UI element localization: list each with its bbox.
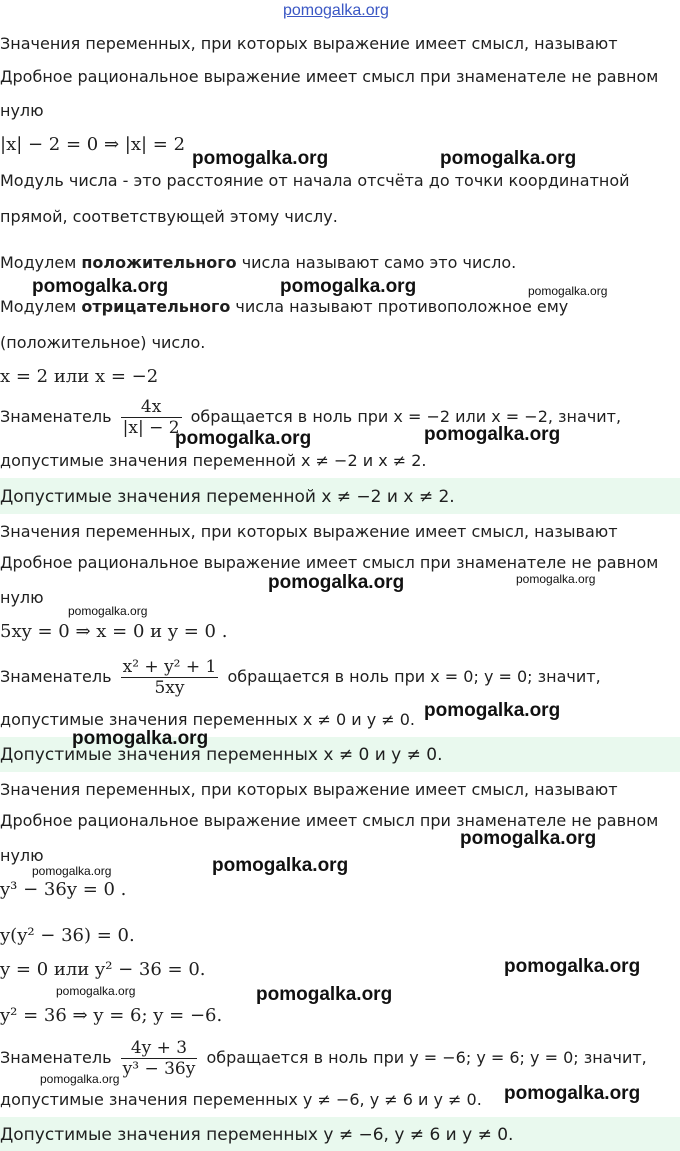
text-line: прямой, соответствующей этому числу. bbox=[0, 207, 338, 226]
text-segment: Модулем bbox=[0, 297, 82, 316]
answer-line: Допустимые значения переменных x ≠ 0 и y ≠ 0. bbox=[0, 745, 443, 765]
fraction-numerator: 4x bbox=[121, 397, 182, 418]
text-line: Значения переменных, при которых выражение имеет смысл, называют bbox=[0, 522, 618, 541]
watermark: pomogalka.org bbox=[256, 984, 393, 1005]
watermark: pomogalka.org bbox=[460, 828, 597, 849]
fraction-denominator: 5xy bbox=[154, 678, 185, 698]
watermark: pomogalka.org bbox=[72, 728, 209, 749]
text-line: Модуль числа - это расстояние от начала отсчёта до точки координатной bbox=[0, 171, 630, 190]
watermark-top-link[interactable]: pomogalka.org bbox=[283, 2, 389, 19]
text-line: Значения переменных, при которых выражение имеет смысл, называют bbox=[0, 780, 618, 799]
text-line-positive-modulus bbox=[0, 253, 516, 273]
watermark: pomogalka.org bbox=[32, 864, 112, 878]
text-line: допустимые значения переменных y ≠ −6, y ≠ 6 и y ≠ 0. bbox=[0, 1090, 482, 1109]
fraction-denominator: |x| − 2 bbox=[122, 418, 180, 438]
math-line: y(y² − 36) = 0. bbox=[0, 925, 135, 946]
text-line: Дробное рациональное выражение имеет смысл при знаменателе не равном bbox=[0, 811, 659, 830]
text-line: нулю bbox=[0, 588, 44, 607]
watermark: pomogalka.org bbox=[504, 956, 641, 977]
text-line: Дробное рациональное выражение имеет смысл при знаменателе не равном bbox=[0, 553, 659, 572]
fraction-numerator: x² + y² + 1 bbox=[122, 657, 217, 677]
text-segment: обращается в ноль при x = −2 или x = −2, значит, bbox=[190, 407, 622, 426]
watermark: pomogalka.org bbox=[424, 700, 561, 721]
watermark: pomogalka.org bbox=[440, 148, 577, 169]
watermark: pomogalka.org bbox=[32, 276, 169, 297]
math-line: y² = 36 ⇒ y = 6; y = −6. bbox=[0, 1005, 223, 1026]
fraction-line bbox=[0, 649, 601, 705]
math-line: |x| − 2 = 0 ⇒ |x| = 2 bbox=[0, 134, 186, 155]
watermark: pomogalka.org bbox=[175, 428, 312, 449]
math-line: y³ − 36y = 0 . bbox=[0, 879, 127, 900]
fraction bbox=[121, 397, 182, 438]
text-line: (положительное) число. bbox=[0, 333, 206, 352]
text-line: допустимые значения переменных x ≠ 0 и y ≠ 0. bbox=[0, 710, 416, 729]
watermark: pomogalka.org bbox=[268, 572, 405, 593]
fraction-numerator: 4y + 3 bbox=[121, 1038, 198, 1059]
watermark: pomogalka.org bbox=[504, 1083, 641, 1104]
text-segment: числа называют само это число. bbox=[236, 253, 517, 272]
answer-line: Допустимые значения переменных y ≠ −6, y ≠ 6 и y ≠ 0. bbox=[0, 1125, 514, 1145]
watermark: pomogalka.org bbox=[212, 855, 349, 876]
text-segment: обращается в ноль при x = 0; y = 0; значит, bbox=[227, 667, 601, 686]
fraction bbox=[121, 1038, 198, 1079]
fraction-denominator: y³ − 36y bbox=[122, 1059, 196, 1079]
text-segment: Знаменатель bbox=[0, 667, 112, 686]
math-line: y = 0 или y² − 36 = 0. bbox=[0, 959, 206, 980]
math-line: 5xy = 0 ⇒ x = 0 и y = 0 . bbox=[0, 621, 228, 642]
math-line: x = 2 или x = −2 bbox=[0, 366, 159, 387]
text-line: нулю bbox=[0, 846, 44, 865]
watermark: pomogalka.org bbox=[280, 276, 417, 297]
text-line: Дробное рациональное выражение имеет смысл при знаменателе не равном bbox=[0, 67, 659, 86]
text-line: допустимые значения переменной x ≠ −2 и x ≠ 2. bbox=[0, 451, 427, 470]
watermark: pomogalka.org bbox=[40, 1072, 120, 1086]
text-segment: числа называют противоположное ему bbox=[230, 297, 569, 316]
text-line-negative-modulus bbox=[0, 297, 568, 317]
bold-term: положительного bbox=[81, 253, 237, 272]
text-line: нулю bbox=[0, 101, 44, 120]
watermark: pomogalka.org bbox=[56, 984, 136, 998]
watermark: pomogalka.org bbox=[424, 424, 561, 445]
watermark: pomogalka.org bbox=[528, 284, 608, 298]
answer-line: Допустимые значения переменной x ≠ −2 и x ≠ 2. bbox=[0, 487, 455, 507]
text-segment: Модулем bbox=[0, 253, 82, 272]
text-line: Значения переменных, при которых выражение имеет смысл, называют bbox=[0, 34, 618, 53]
text-segment: обращается в ноль при y = −6; y = 6; y = 0; значит, bbox=[206, 1048, 647, 1067]
fraction bbox=[121, 657, 219, 698]
text-segment: Знаменатель bbox=[0, 1048, 112, 1067]
text-segment: Знаменатель bbox=[0, 407, 112, 426]
watermark: pomogalka.org bbox=[516, 572, 596, 586]
bold-term: отрицательного bbox=[81, 297, 231, 316]
watermark: pomogalka.org bbox=[192, 148, 329, 169]
watermark: pomogalka.org bbox=[68, 604, 148, 618]
